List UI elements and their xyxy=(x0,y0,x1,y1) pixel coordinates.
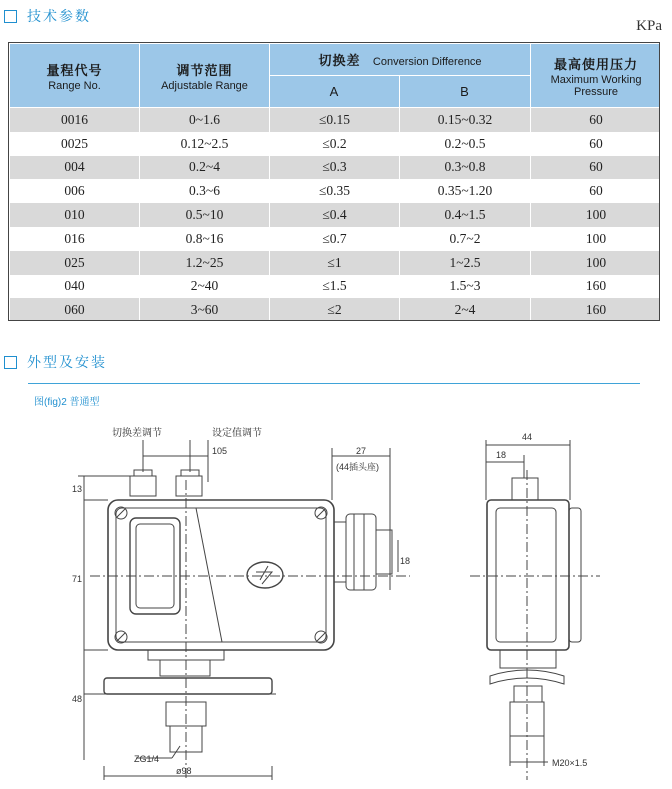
dim-13: 13 xyxy=(72,484,83,494)
cell-a: ≤0.4 xyxy=(270,203,400,227)
cell-a: ≤0.3 xyxy=(270,156,400,180)
cell-a: ≤2 xyxy=(270,298,400,321)
cell-b: 0.2~0.5 xyxy=(400,132,531,156)
cell-a: ≤1.5 xyxy=(270,275,400,299)
cell-range: 060 xyxy=(10,298,140,321)
cell-adj: 0~1.6 xyxy=(140,108,270,132)
callout-set-label: 设定值调节 xyxy=(212,428,262,439)
cell-max: 100 xyxy=(531,203,660,227)
section-title-specs: 技术参数 xyxy=(27,8,91,24)
cell-adj: 3~60 xyxy=(140,298,270,321)
cell-range: 040 xyxy=(10,275,140,299)
cell-a: ≤0.15 xyxy=(270,108,400,132)
cell-b: 0.7~2 xyxy=(400,227,531,251)
table-row xyxy=(10,179,661,203)
table-row xyxy=(10,156,661,180)
dim-zg: ZG1/4 xyxy=(134,754,160,764)
dim-48: 48 xyxy=(72,694,83,704)
dim-44: 44 xyxy=(522,432,533,442)
table-row xyxy=(10,132,661,156)
dim-phi98: ø98 xyxy=(176,766,192,776)
cell-a: ≤1 xyxy=(270,251,400,275)
section-square-icon xyxy=(4,10,17,23)
cell-range: 0016 xyxy=(10,108,140,132)
header-col-b: B xyxy=(400,76,531,108)
cell-max: 60 xyxy=(531,179,660,203)
dim-plug-note: (44插头座) xyxy=(336,462,380,472)
dim-m20: M20×1.5 xyxy=(552,758,588,768)
cell-b: 1~2.5 xyxy=(400,251,531,275)
spec-table xyxy=(8,42,660,321)
dim-18-gland: 18 xyxy=(400,556,411,566)
cell-range: 025 xyxy=(10,251,140,275)
cell-max: 60 xyxy=(531,108,660,132)
cell-adj: 2~40 xyxy=(140,275,270,299)
cell-b: 2~4 xyxy=(400,298,531,321)
cell-range: 016 xyxy=(10,227,140,251)
dim-71: 71 xyxy=(72,574,83,584)
section-divider xyxy=(28,383,640,384)
cell-b: 0.4~1.5 xyxy=(400,203,531,227)
cell-b: 0.15~0.32 xyxy=(400,108,531,132)
cell-a: ≤0.35 xyxy=(270,179,400,203)
section-header-outline xyxy=(4,352,107,372)
cell-adj: 0.8~16 xyxy=(140,227,270,251)
dim-18: 18 xyxy=(496,450,507,460)
cell-b: 1.5~3 xyxy=(400,275,531,299)
callout-diff-label: 切换差调节 xyxy=(112,428,162,439)
dim-105: 105 xyxy=(212,446,228,456)
cell-adj: 0.5~10 xyxy=(140,203,270,227)
cell-b: 0.3~0.8 xyxy=(400,156,531,180)
table-row xyxy=(10,203,661,227)
table-row xyxy=(10,251,661,275)
header-conversion: 切换差 Conversion Difference xyxy=(270,44,531,76)
cell-max: 100 xyxy=(531,251,660,275)
header-col-a: A xyxy=(270,76,400,108)
cell-adj: 0.2~4 xyxy=(140,156,270,180)
section-square-icon xyxy=(4,356,17,369)
cell-max: 100 xyxy=(531,227,660,251)
cell-adj: 0.3~6 xyxy=(140,179,270,203)
header-range: 量程代号 Range No. xyxy=(10,44,140,108)
dim-27: 27 xyxy=(356,446,367,456)
cell-range: 010 xyxy=(10,203,140,227)
cell-a: ≤0.7 xyxy=(270,227,400,251)
cell-max: 160 xyxy=(531,275,660,299)
table-row xyxy=(10,275,661,299)
cell-max: 160 xyxy=(531,298,660,321)
cell-range: 004 xyxy=(10,156,140,180)
figure-label: 图(fig)2 普通型 xyxy=(34,397,100,408)
table-row xyxy=(10,298,661,321)
cell-range: 0025 xyxy=(10,132,140,156)
section-title-outline: 外型及安装 xyxy=(27,354,107,370)
table-row xyxy=(10,227,661,251)
header-max-pressure: 最高使用压力 Maximum Working Pressure xyxy=(531,44,660,108)
cell-max: 60 xyxy=(531,132,660,156)
header-adjustable: 调节范围 Adjustable Range xyxy=(140,44,270,108)
cell-adj: 0.12~2.5 xyxy=(140,132,270,156)
cell-range: 006 xyxy=(10,179,140,203)
section-header-specs xyxy=(4,6,91,26)
unit-label: KPa xyxy=(636,18,662,34)
cell-a: ≤0.2 xyxy=(270,132,400,156)
cell-max: 60 xyxy=(531,156,660,180)
cell-adj: 1.2~25 xyxy=(140,251,270,275)
cell-b: 0.35~1.20 xyxy=(400,179,531,203)
table-row xyxy=(10,108,661,132)
